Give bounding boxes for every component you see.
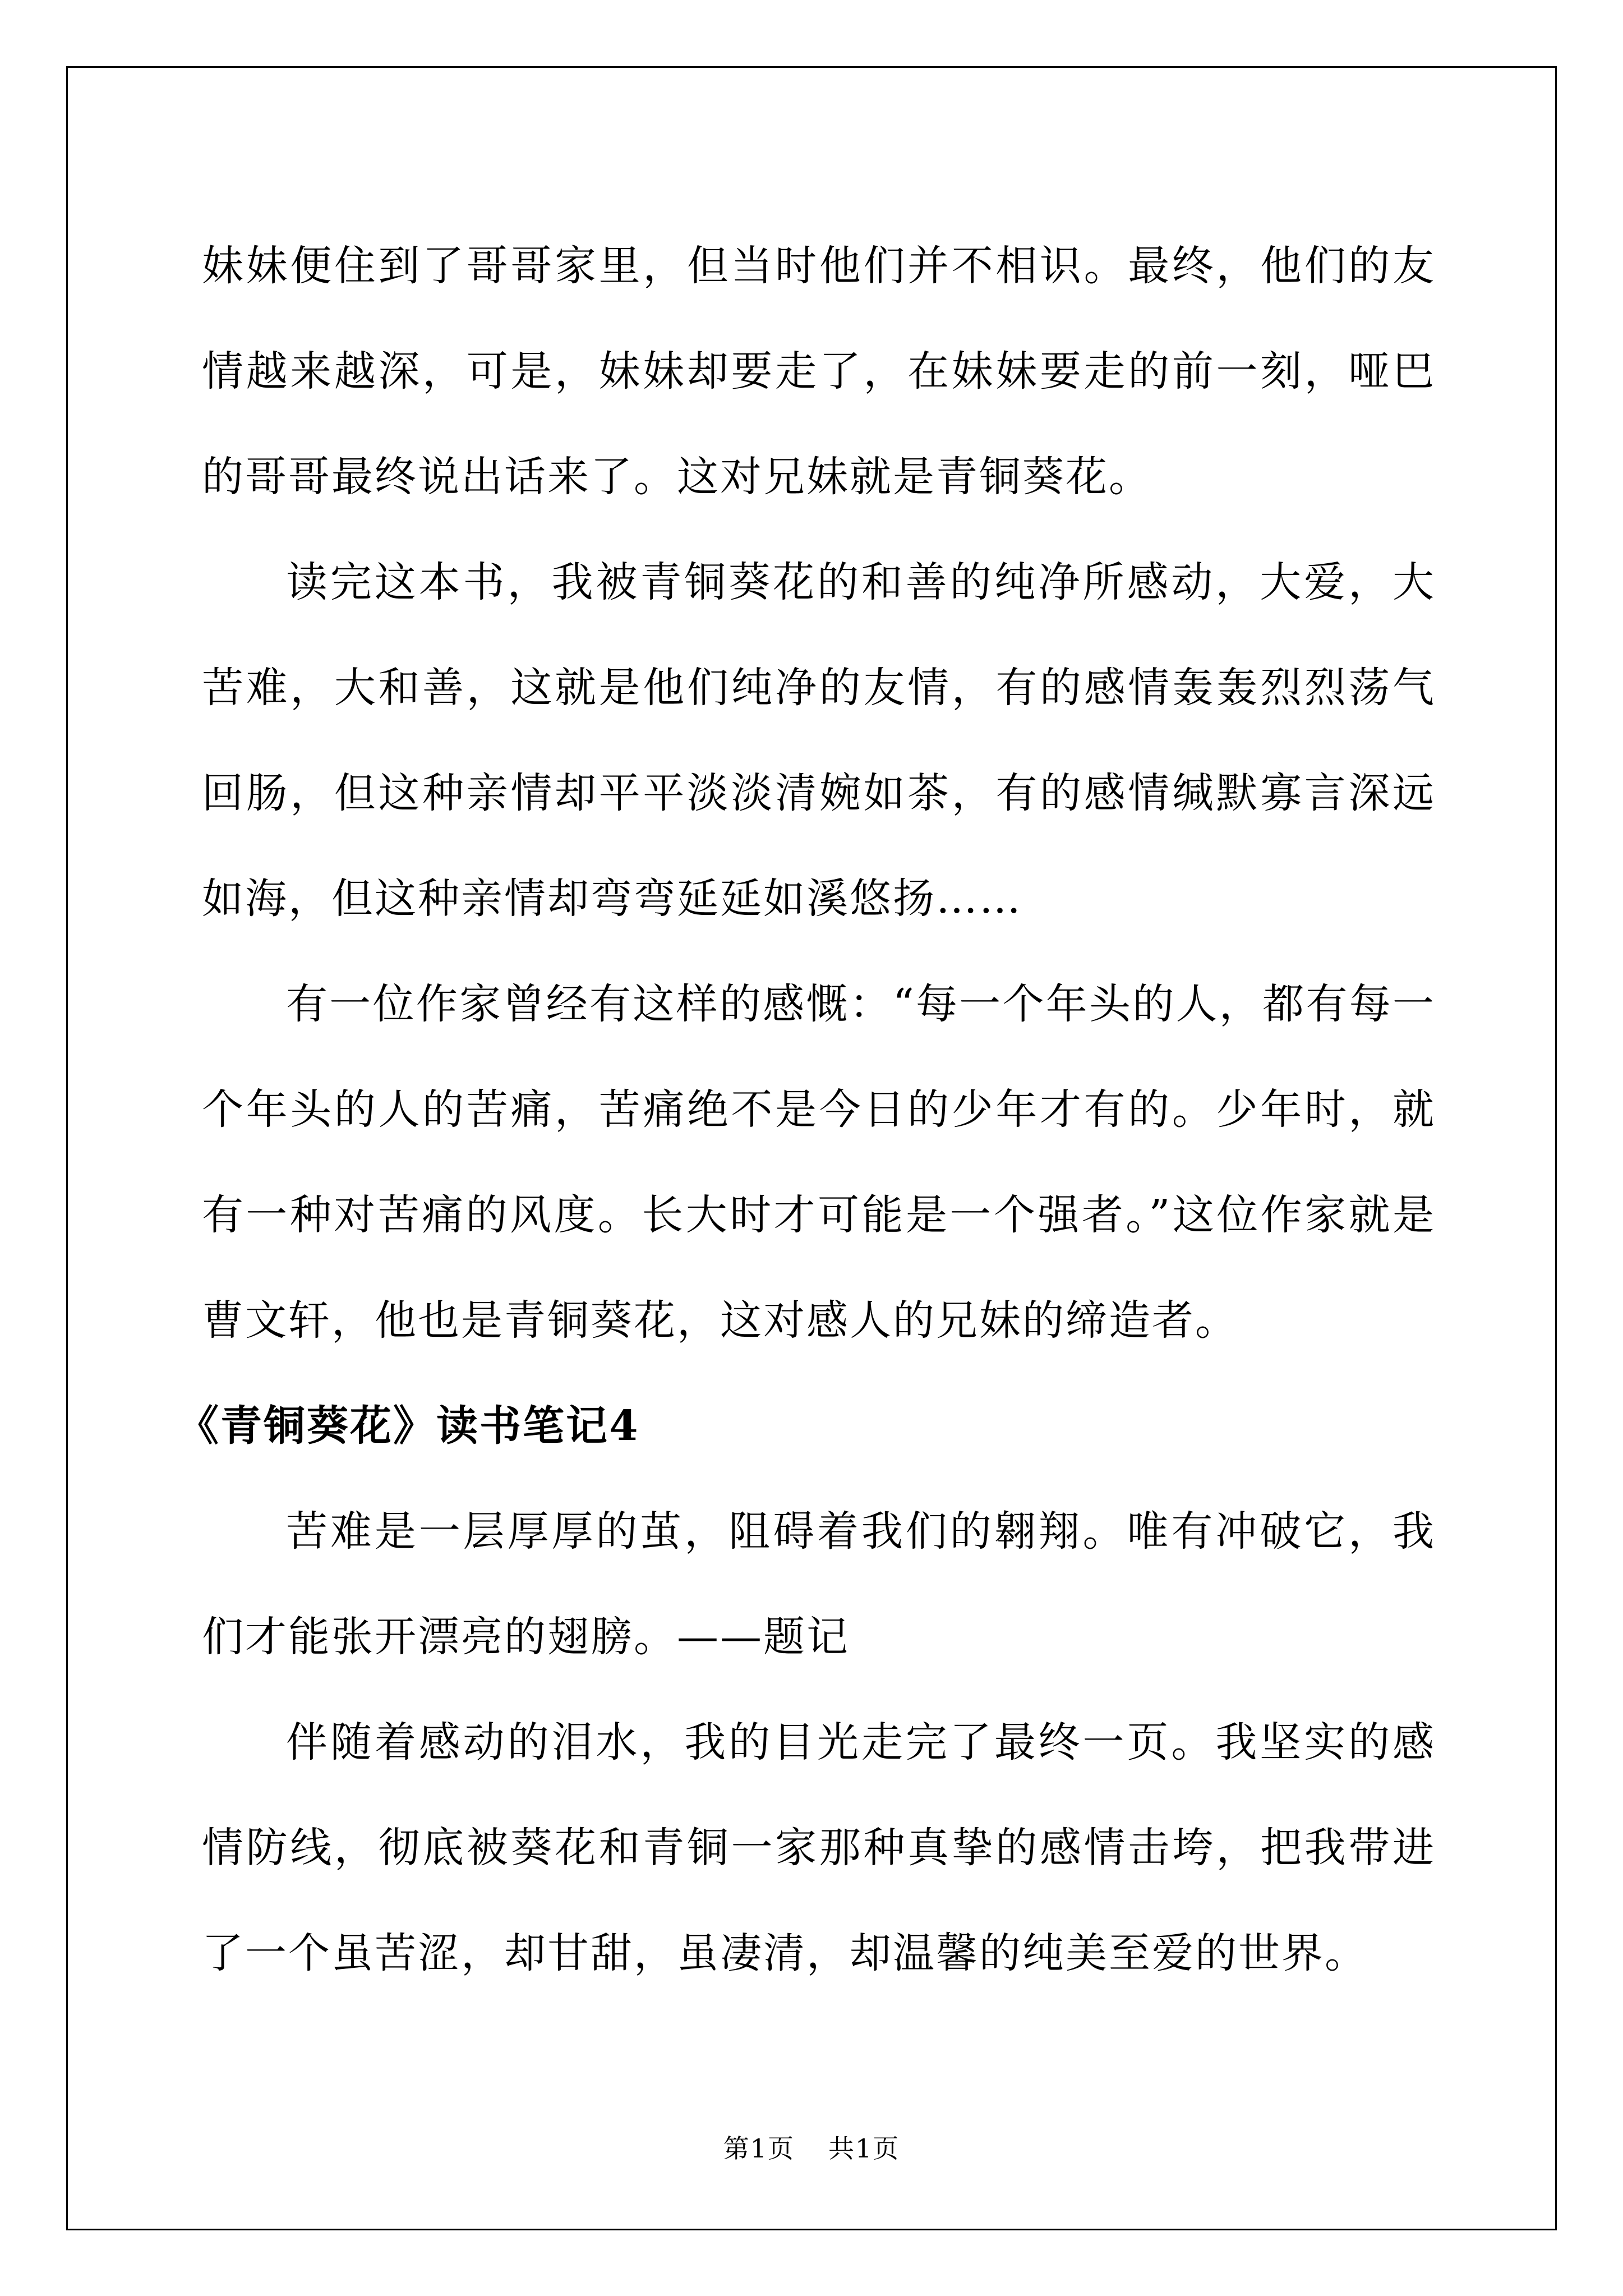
section-heading: 《青铜葵花》读书笔记4 — [177, 1402, 640, 1450]
page-total: 共1页 — [828, 2133, 900, 2164]
paragraph-4: 苦难是一层厚厚的茧，阻碍着我们的翱翔。唯有冲破它，我们才能张开漂亮的翅膀。——题记 — [202, 1507, 1436, 1661]
paragraph-1: 妹妹便住到了哥哥家里，但当时他们并不相识。最终，他们的友情越来越深，可是，妹妹却要走了，在妹妹要走的前一刻，哑巴的哥哥最终说出话来了。这对兄妹就是青铜葵花。 — [202, 242, 1436, 501]
page-footer — [0, 2132, 1623, 2165]
page-number: 第1页 — [723, 2133, 795, 2164]
document-body — [177, 213, 1436, 2006]
paragraph-2: 读完这本书，我被青铜葵花的和善的纯净所感动，大爱，大苦难，大和善，这就是他们纯净的友情，有的感情轰轰烈烈荡气回肠，但这种亲情却平平淡淡清婉如茶，有的感情缄默寡言深远如海，但这种亲情却弯弯延延如溪悠扬…… — [202, 558, 1436, 923]
paragraph-5: 伴随着感动的泪水，我的目光走完了最终一页。我坚实的感情防线，彻底被葵花和青铜一家那种真挚的感情击垮，把我带进了一个虽苦涩，却甘甜，虽凄清，却温馨的纯美至爱的世界。 — [202, 1718, 1436, 1977]
paragraph-3: 有一位作家曾经有这样的感慨：“每一个年头的人，都有每一个年头的人的苦痛，苦痛绝不是今日的少年才有的。少年时，就有一种对苦痛的风度。长大时才可能是一个强者。”这位作家就是曹文轩，他也是青铜葵花，这对感人的兄妹的缔造者。 — [202, 980, 1436, 1345]
